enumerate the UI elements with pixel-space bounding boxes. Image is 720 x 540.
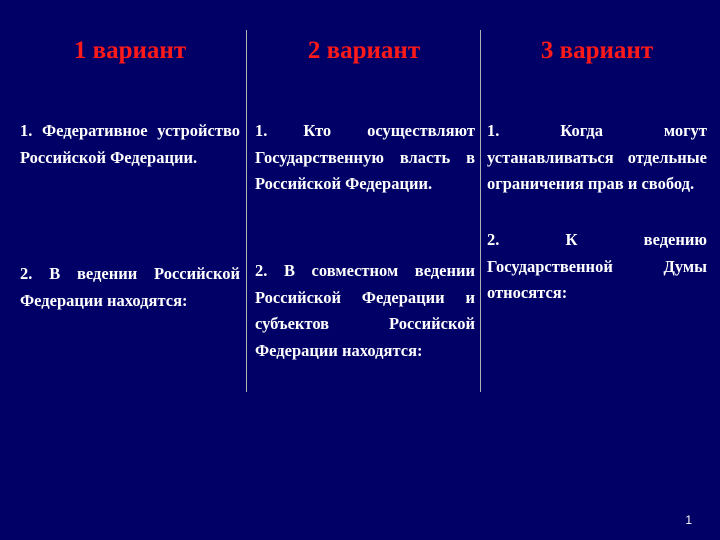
variant-1-question-1: 1. Федеративное устройство Российской Федерации.	[20, 121, 240, 167]
variant-3-title: 3 вариант	[540, 37, 654, 64]
variant-1-title: 1 вариант	[73, 37, 187, 64]
variant-3-question-2: 2. К ведению Государственной Думы относятся:	[487, 230, 707, 302]
variant-column-3	[480, 30, 713, 392]
variant-3-question-1: 1. Когда могут устанавливаться отдельные ограничения прав и свобод.	[487, 121, 707, 193]
variant-column-2	[246, 30, 481, 392]
variant-column-1	[14, 30, 246, 392]
variant-2-title: 2 вариант	[307, 37, 421, 64]
variant-1-question-2: 2. В ведении Российской Федерации находятся:	[20, 264, 240, 310]
variant-2-question-1: 1. Кто осуществляют Государственную власть в Российской Федерации.	[255, 121, 475, 193]
page-number: 1	[685, 513, 692, 527]
variant-2-question-2: 2. В совместном ведении Российской Федерации и субъектов Российской Федерации находятся:	[255, 261, 475, 360]
